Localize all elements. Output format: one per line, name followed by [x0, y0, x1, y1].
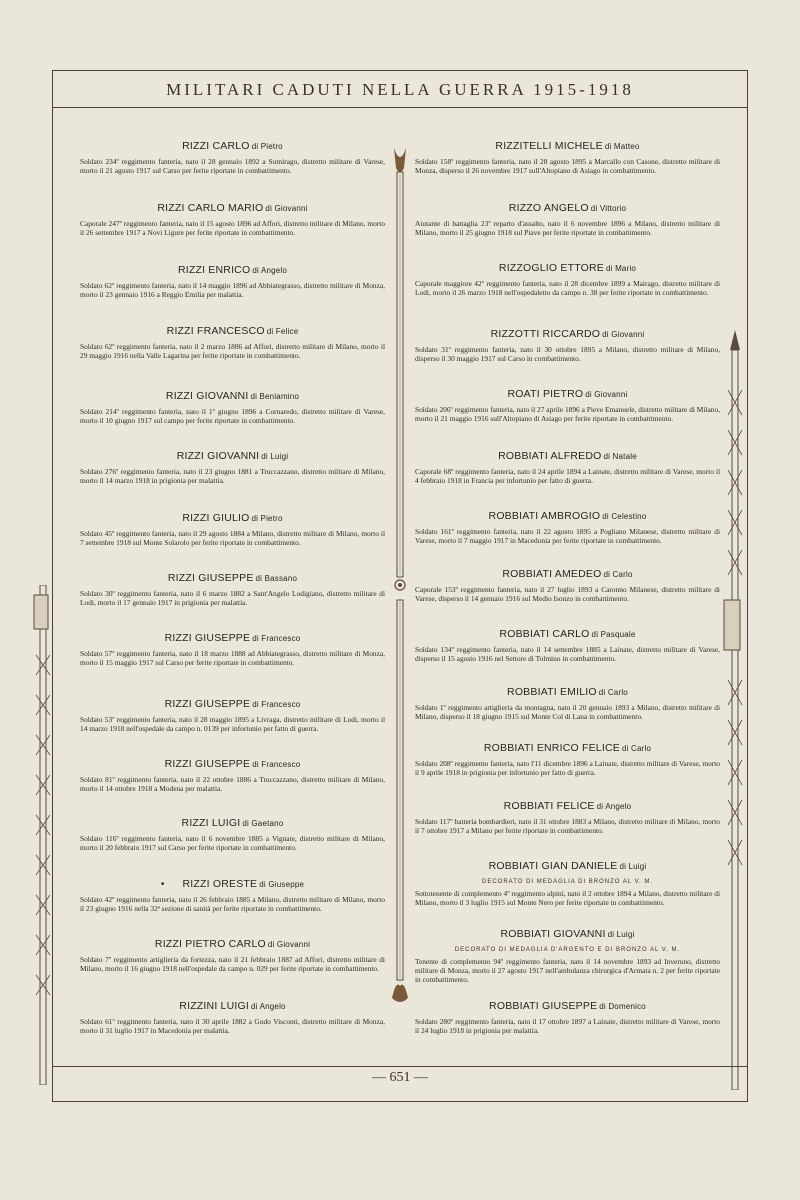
soldier-surname-name: ROBBIATI CARLO	[499, 628, 590, 640]
soldier-name	[415, 860, 720, 873]
service-record: Caporale 247º reggimento fanteria, nato il 15 agosto 1896 ad Affori, distretto militare di Milano, morto il 26 settembre 1917 a Novi Ligure per ferite riportate in combattimento.	[80, 219, 385, 237]
soldier-name	[415, 140, 720, 153]
soldier-name	[80, 512, 385, 525]
memorial-entry	[415, 742, 720, 778]
soldier-name	[80, 938, 385, 951]
right-side-ornament	[722, 330, 748, 1090]
soldier-patronymic: di Giovanni	[602, 330, 645, 339]
memorial-entry	[415, 1000, 720, 1036]
soldier-surname-name: ROBBIATI GIAN DANIELE	[488, 860, 618, 872]
memorial-entry	[415, 800, 720, 836]
service-record: Soldato 116º reggimento fanteria, nato il 6 novembre 1885 a Vignate, distretto militare di Milano, morto il 20 febbraio 1917 sul Carso per ferite riportate in combattimento.	[80, 834, 385, 852]
soldier-surname-name: ROBBIATI ALFREDO	[498, 450, 602, 462]
soldier-surname-name: RIZZI GIOVANNI	[165, 390, 249, 402]
soldier-name	[80, 632, 385, 645]
memorial-entry	[415, 450, 720, 486]
soldier-surname-name: RIZZI GIOVANNI	[176, 450, 260, 462]
service-record: Soldato 31º reggimento fanteria, nato il 30 ottobre 1895 a Milano, distretto militare di Milano, disperso il 30 maggio 1917 sul Carso in combattimento.	[415, 345, 720, 363]
service-record: Soldato 276º reggimento fanteria, nato il 23 giugno 1881 a Truccazzano, distretto militare di Milano, morto il 14 marzo 1918 in prigionia per malattia.	[80, 467, 385, 485]
soldier-patronymic: di Domenico	[599, 1002, 646, 1011]
soldier-name	[415, 328, 720, 341]
soldier-patronymic: di Pasquale	[591, 630, 636, 639]
memorial-entry	[80, 572, 385, 608]
soldier-name	[80, 202, 385, 215]
soldier-name	[415, 742, 720, 755]
service-record: Caporale maggiore 42º reggimento fanteria, nato il 28 dicembre 1899 a Mairago, distretto militare di Lodi, morto il 26 marzo 1918 nell'ospedaletto da campo n. 38 per ferite riportate in combattimento.	[415, 279, 720, 297]
decoration-note: DECORATO DI MEDAGLIA D'ARGENTO E DI BRONZO AL V. M.	[454, 947, 681, 953]
soldier-name	[415, 686, 720, 699]
decoration-note: DECORATO DI MEDAGLIA DI BRONZO AL V. M.	[481, 879, 654, 885]
soldier-patronymic: di Giovanni	[265, 204, 308, 213]
soldier-surname-name: ROBBIATI GIOVANNI	[500, 928, 606, 940]
memorial-entry	[80, 817, 385, 853]
service-record: Soldato 158º reggimento fanteria, nato il 28 agosto 1895 a Marcallo con Casone, distretto militare di Monza, disperso il 26 novembre 1917 sull'Altopiano di Asiago in combattimento.	[415, 157, 720, 175]
soldier-patronymic: di Natale	[603, 452, 637, 461]
soldier-surname-name: ROATI PIETRO	[507, 388, 584, 400]
bullet-mark: •	[160, 879, 165, 890]
soldier-surname-name: ROBBIATI AMEDEO	[502, 568, 602, 580]
soldier-name	[415, 628, 720, 641]
service-record: Caporale 153º reggimento fanteria, nato il 27 luglio 1893 a Caronno Milanese, distretto militare di Varese, disperso il 14 gennaio 1916 sul Medio Isonzo in combattimento.	[415, 585, 720, 603]
service-record: Soldato 134º reggimento fanteria, nato il 14 settembre 1885 a Lainate, distretto militare di Varese, disperso il 15 agosto 1916 nel Settore di Tolmino in combattimento.	[415, 645, 720, 663]
soldier-surname-name: RIZZI ORESTE	[182, 878, 258, 890]
soldier-name	[415, 800, 720, 813]
soldier-name	[415, 928, 720, 941]
soldier-name	[80, 325, 385, 338]
service-record: Soldato 1º reggimento artiglieria da montagna, nato il 20 gennaio 1893 a Milano, distretto militare di Milano, disperso il 18 giugno 1915 sul Monte Col di Lana in combattimento.	[415, 703, 720, 721]
memorial-entry	[415, 140, 720, 176]
service-record: Soldato 62º reggimento fanteria, nato il 2 marzo 1886 ad Affori, distretto militare di Milano, morto il 29 maggio 1916 nella Valle Lagarina per ferite riportate in combattimento.	[80, 342, 385, 360]
soldier-name	[80, 698, 385, 711]
soldier-surname-name: RIZZI GIUSEPPE	[164, 698, 251, 710]
soldier-name	[80, 878, 385, 891]
soldier-patronymic: di Carlo	[598, 688, 628, 697]
soldier-patronymic: di Francesco	[252, 760, 301, 769]
soldier-patronymic: di Luigi	[607, 930, 635, 939]
memorial-entry	[80, 698, 385, 734]
service-record: Tenente di complemento 94º reggimento fanteria, nato il 14 novembre 1893 ad Inveruno, distretto militare di Monza, morto il 27 agosto 1917 nell'ambulanza chirurgica d'Armata n. 2 per ferite riportate in combattimento.	[415, 957, 720, 984]
soldier-patronymic: di Giuseppe	[259, 880, 305, 889]
service-record: Soldato 206º reggimento fanteria, nato il 27 aprile 1896 a Pieve Emanuele, distretto militare di Milano, morto il 21 maggio 1916 sull'Altopiano di Asiago per ferite riportate in combattimento.	[415, 405, 720, 423]
soldier-surname-name: RIZZO ANGELO	[508, 202, 589, 214]
soldier-patronymic: di Matteo	[604, 142, 640, 151]
soldier-patronymic: di Pietro	[251, 514, 283, 523]
memorial-entry	[80, 390, 385, 426]
soldier-patronymic: di Luigi	[261, 452, 289, 461]
service-record: Soldato 234º reggimento fanteria, nato il 28 gennaio 1892 a Sumirago, distretto militare di Varese, morto il 21 agosto 1917 sul Carso per ferite riportate in combattimento.	[80, 157, 385, 175]
memorial-entry	[80, 264, 385, 300]
center-column-ornament	[392, 148, 408, 1008]
service-record: Aiutante di battaglia 23º reparto d'assalto, nato il 6 novembre 1896 a Milano, distretto militare di Milano, morto il 25 giugno 1918 sul Piave per ferite riportate in combattimento.	[415, 219, 720, 237]
soldier-surname-name: RIZZI FRANCESCO	[166, 325, 265, 337]
service-record: Soldato 57º reggimento fanteria, nato il 18 marzo 1888 ad Abbiategrasso, distretto militare di Monza, morto il 15 maggio 1917 sul Carso per ferite riportate in combattimento.	[80, 649, 385, 667]
soldier-name	[80, 1000, 385, 1013]
soldier-patronymic: di Giovanni	[585, 390, 628, 399]
service-record: Soldato 161º reggimento fanteria, nato il 22 agosto 1895 a Pogliano Milanese, distretto militare di Varese, morto il 7 maggio 1917 in Macedonia per ferite riportate in combattimento.	[415, 527, 720, 545]
soldier-surname-name: ROBBIATI ENRICO FELICE	[483, 742, 620, 754]
soldier-surname-name: RIZZI GIUSEPPE	[167, 572, 254, 584]
soldier-patronymic: di Pietro	[251, 142, 283, 151]
soldier-surname-name: ROBBIATI EMILIO	[507, 686, 597, 698]
left-side-ornament	[30, 585, 56, 1085]
soldier-patronymic: di Francesco	[252, 634, 301, 643]
soldier-name	[80, 817, 385, 830]
soldier-name	[415, 568, 720, 581]
soldier-name	[80, 572, 385, 585]
header-rule	[52, 107, 748, 108]
service-record: Soldato 45º reggimento fanteria, nato il 29 agosto 1884 a Milano, distretto militare di Milano, morto il 7 settembre 1918 sul Monte Solarolo per ferite riportate in combattimento.	[80, 529, 385, 547]
memorial-entry	[415, 928, 720, 985]
service-record: Soldato 214º reggimento fanteria, nato il 1º giugno 1896 a Cornaredo, distretto militare di Varese, morto il 10 giugno 1917 sul campo per ferite riportate in combattimento.	[80, 407, 385, 425]
soldier-name	[415, 202, 720, 215]
soldier-patronymic: di Gaetano	[242, 819, 284, 828]
memorial-entry	[80, 512, 385, 548]
memorial-entry	[80, 325, 385, 361]
soldier-name	[80, 450, 385, 463]
soldier-name	[415, 262, 720, 275]
page-number: — 651 —	[372, 1070, 428, 1085]
service-record: Soldato 7º reggimento artiglieria da fortezza, nato il 21 febbraio 1887 ad Affori, distretto militare di Milano, morto il 16 giugno 1918 nell'ospedale da campo n. 029 per ferite riportate in combattimento.	[80, 955, 385, 973]
soldier-name	[80, 264, 385, 277]
soldier-patronymic: di Carlo	[621, 744, 652, 753]
soldier-surname-name: RIZZI GIULIO	[182, 512, 250, 524]
soldier-patronymic: di Carlo	[603, 570, 633, 579]
memorial-entry	[415, 860, 720, 908]
soldier-surname-name: ROBBIATI FELICE	[503, 800, 595, 812]
soldier-surname-name: RIZZI CARLO MARIO	[157, 202, 264, 214]
soldier-name	[415, 510, 720, 523]
memorial-entry	[80, 758, 385, 794]
memorial-entry	[80, 1000, 385, 1036]
service-record: Caporale 68º reggimento fanteria, nato il 24 aprile 1894 a Lainate, distretto militare di Varese, morto il 4 febbraio 1918 in Francia per infortunio per fatto di guerra.	[415, 467, 720, 485]
service-record: Soldato 81º reggimento fanteria, nato il 22 ottobre 1886 a Truccazzano, distretto militare di Milano, morto il 14 ottobre 1918 a Modena per malattia.	[80, 775, 385, 793]
soldier-surname-name: ROBBIATI GIUSEPPE	[489, 1000, 598, 1012]
memorial-entry	[80, 632, 385, 668]
soldier-surname-name: RIZZITELLI MICHELE	[495, 140, 603, 152]
memorial-entry	[80, 202, 385, 238]
memorial-entry	[415, 202, 720, 238]
soldier-name	[415, 450, 720, 463]
memorial-entry	[415, 328, 720, 364]
soldier-patronymic: di Vittorio	[590, 204, 627, 213]
soldier-patronymic: di Bassano	[255, 574, 298, 583]
soldier-patronymic: di Felice	[266, 327, 299, 336]
service-record: Soldato 280º reggimento fanteria, nato il 17 ottobre 1897 a Lainate, distretto militare di Varese, morto il 24 luglio 1918 in prigionia per malattia.	[415, 1017, 720, 1035]
memorial-entry	[415, 510, 720, 546]
soldier-name	[80, 390, 385, 403]
service-record: Soldato 61º reggimento fanteria, nato il 30 aprile 1882 a Gudo Visconti, distretto militare di Monza, morto il 31 luglio 1917 in Macedonia per malattia.	[80, 1017, 385, 1035]
soldier-surname-name: RIZZI GIUSEPPE	[164, 758, 251, 770]
soldier-patronymic: di Celestino	[602, 512, 647, 521]
memorial-entry	[80, 450, 385, 486]
soldier-surname-name: RIZZI CARLO	[182, 140, 250, 152]
soldier-patronymic: di Angelo	[252, 266, 288, 275]
soldier-name	[80, 758, 385, 771]
memorial-entry	[415, 686, 720, 722]
service-record: Soldato 208º reggimento fanteria, nato l'11 dicembre 1896 a Lainate, distretto militare di Varese, morto il 9 aprile 1918 in prigionia per infortunio per fatto di guerra.	[415, 759, 720, 777]
soldier-surname-name: ROBBIATI AMBROGIO	[488, 510, 601, 522]
soldier-surname-name: RIZZI GIUSEPPE	[164, 632, 251, 644]
soldier-name	[80, 140, 385, 153]
soldier-surname-name: RIZZI LUIGI	[181, 817, 241, 829]
soldier-patronymic: di Francesco	[252, 700, 301, 709]
memorial-entry	[80, 938, 385, 974]
soldier-surname-name: RIZZI PIETRO CARLO	[154, 938, 266, 950]
soldier-patronymic: di Angelo	[250, 1002, 286, 1011]
soldier-patronymic: di Giovanni	[267, 940, 311, 949]
service-record: Soldato 62º reggimento fanteria, nato il 14 maggio 1896 ad Abbiategrasso, distretto militare di Monza, morto il 23 gennaio 1916 a Reggio Emilia per malattia.	[80, 281, 385, 299]
memorial-entry	[415, 628, 720, 664]
service-record: Soldato 117º batteria bombardieri, nato il 31 ottobre 1883 a Milano, distretto militare di Milano, morto il 7 ottobre 1917 a Milano per ferite riportate in combattimento.	[415, 817, 720, 835]
memorial-entry	[415, 568, 720, 604]
footer-rule	[52, 1066, 748, 1067]
soldier-name	[415, 388, 720, 401]
soldier-patronymic: di Luigi	[619, 862, 647, 871]
soldier-surname-name: RIZZOTTI RICCARDO	[490, 328, 601, 340]
service-record: Soldato 53º reggimento fanteria, nato il 28 maggio 1895 a Livraga, distretto militare di Lodi, morto il 14 marzo 1918 nell'ospedale da campo n. 0139 per infortunio per fatto di guerra.	[80, 715, 385, 733]
memorial-entry	[415, 388, 720, 424]
soldier-patronymic: di Mario	[606, 264, 637, 273]
soldier-patronymic: di Beniamino	[250, 392, 300, 401]
service-record: Soldato 42º reggimento fanteria, nato il 26 febbraio 1885 a Milano, distretto militare di Milano, morto il 23 giugno 1916 nella 32ª sezione di sanità per ferite riportate in combattimento.	[80, 895, 385, 913]
memorial-entry	[80, 140, 385, 176]
soldier-surname-name: RIZZOGLIO ETTORE	[498, 262, 605, 274]
soldier-surname-name: RIZZI ENRICO	[177, 264, 251, 276]
service-record: Sottotenente di complemento 4º reggimento alpini, nato il 2 ottobre 1894 a Milano, distretto militare di Milano, morto il 3 luglio 1915 sul Monte Nero per ferite riportate in combattimento.	[415, 889, 720, 907]
page-title: MILITARI CADUTI NELLA GUERRA 1915-1918	[166, 80, 634, 99]
soldier-name	[415, 1000, 720, 1013]
memorial-entry	[415, 262, 720, 298]
soldier-surname-name: RIZZINI LUIGI	[179, 1000, 249, 1012]
memorial-entry	[80, 878, 385, 914]
service-record: Soldato 30º reggimento fanteria, nato il 6 marzo 1882 a Sant'Angelo Lodigiano, distretto militare di Lodi, morto il 17 gennaio 1917 in prigionia per malattia.	[80, 589, 385, 607]
soldier-patronymic: di Angelo	[596, 802, 632, 811]
